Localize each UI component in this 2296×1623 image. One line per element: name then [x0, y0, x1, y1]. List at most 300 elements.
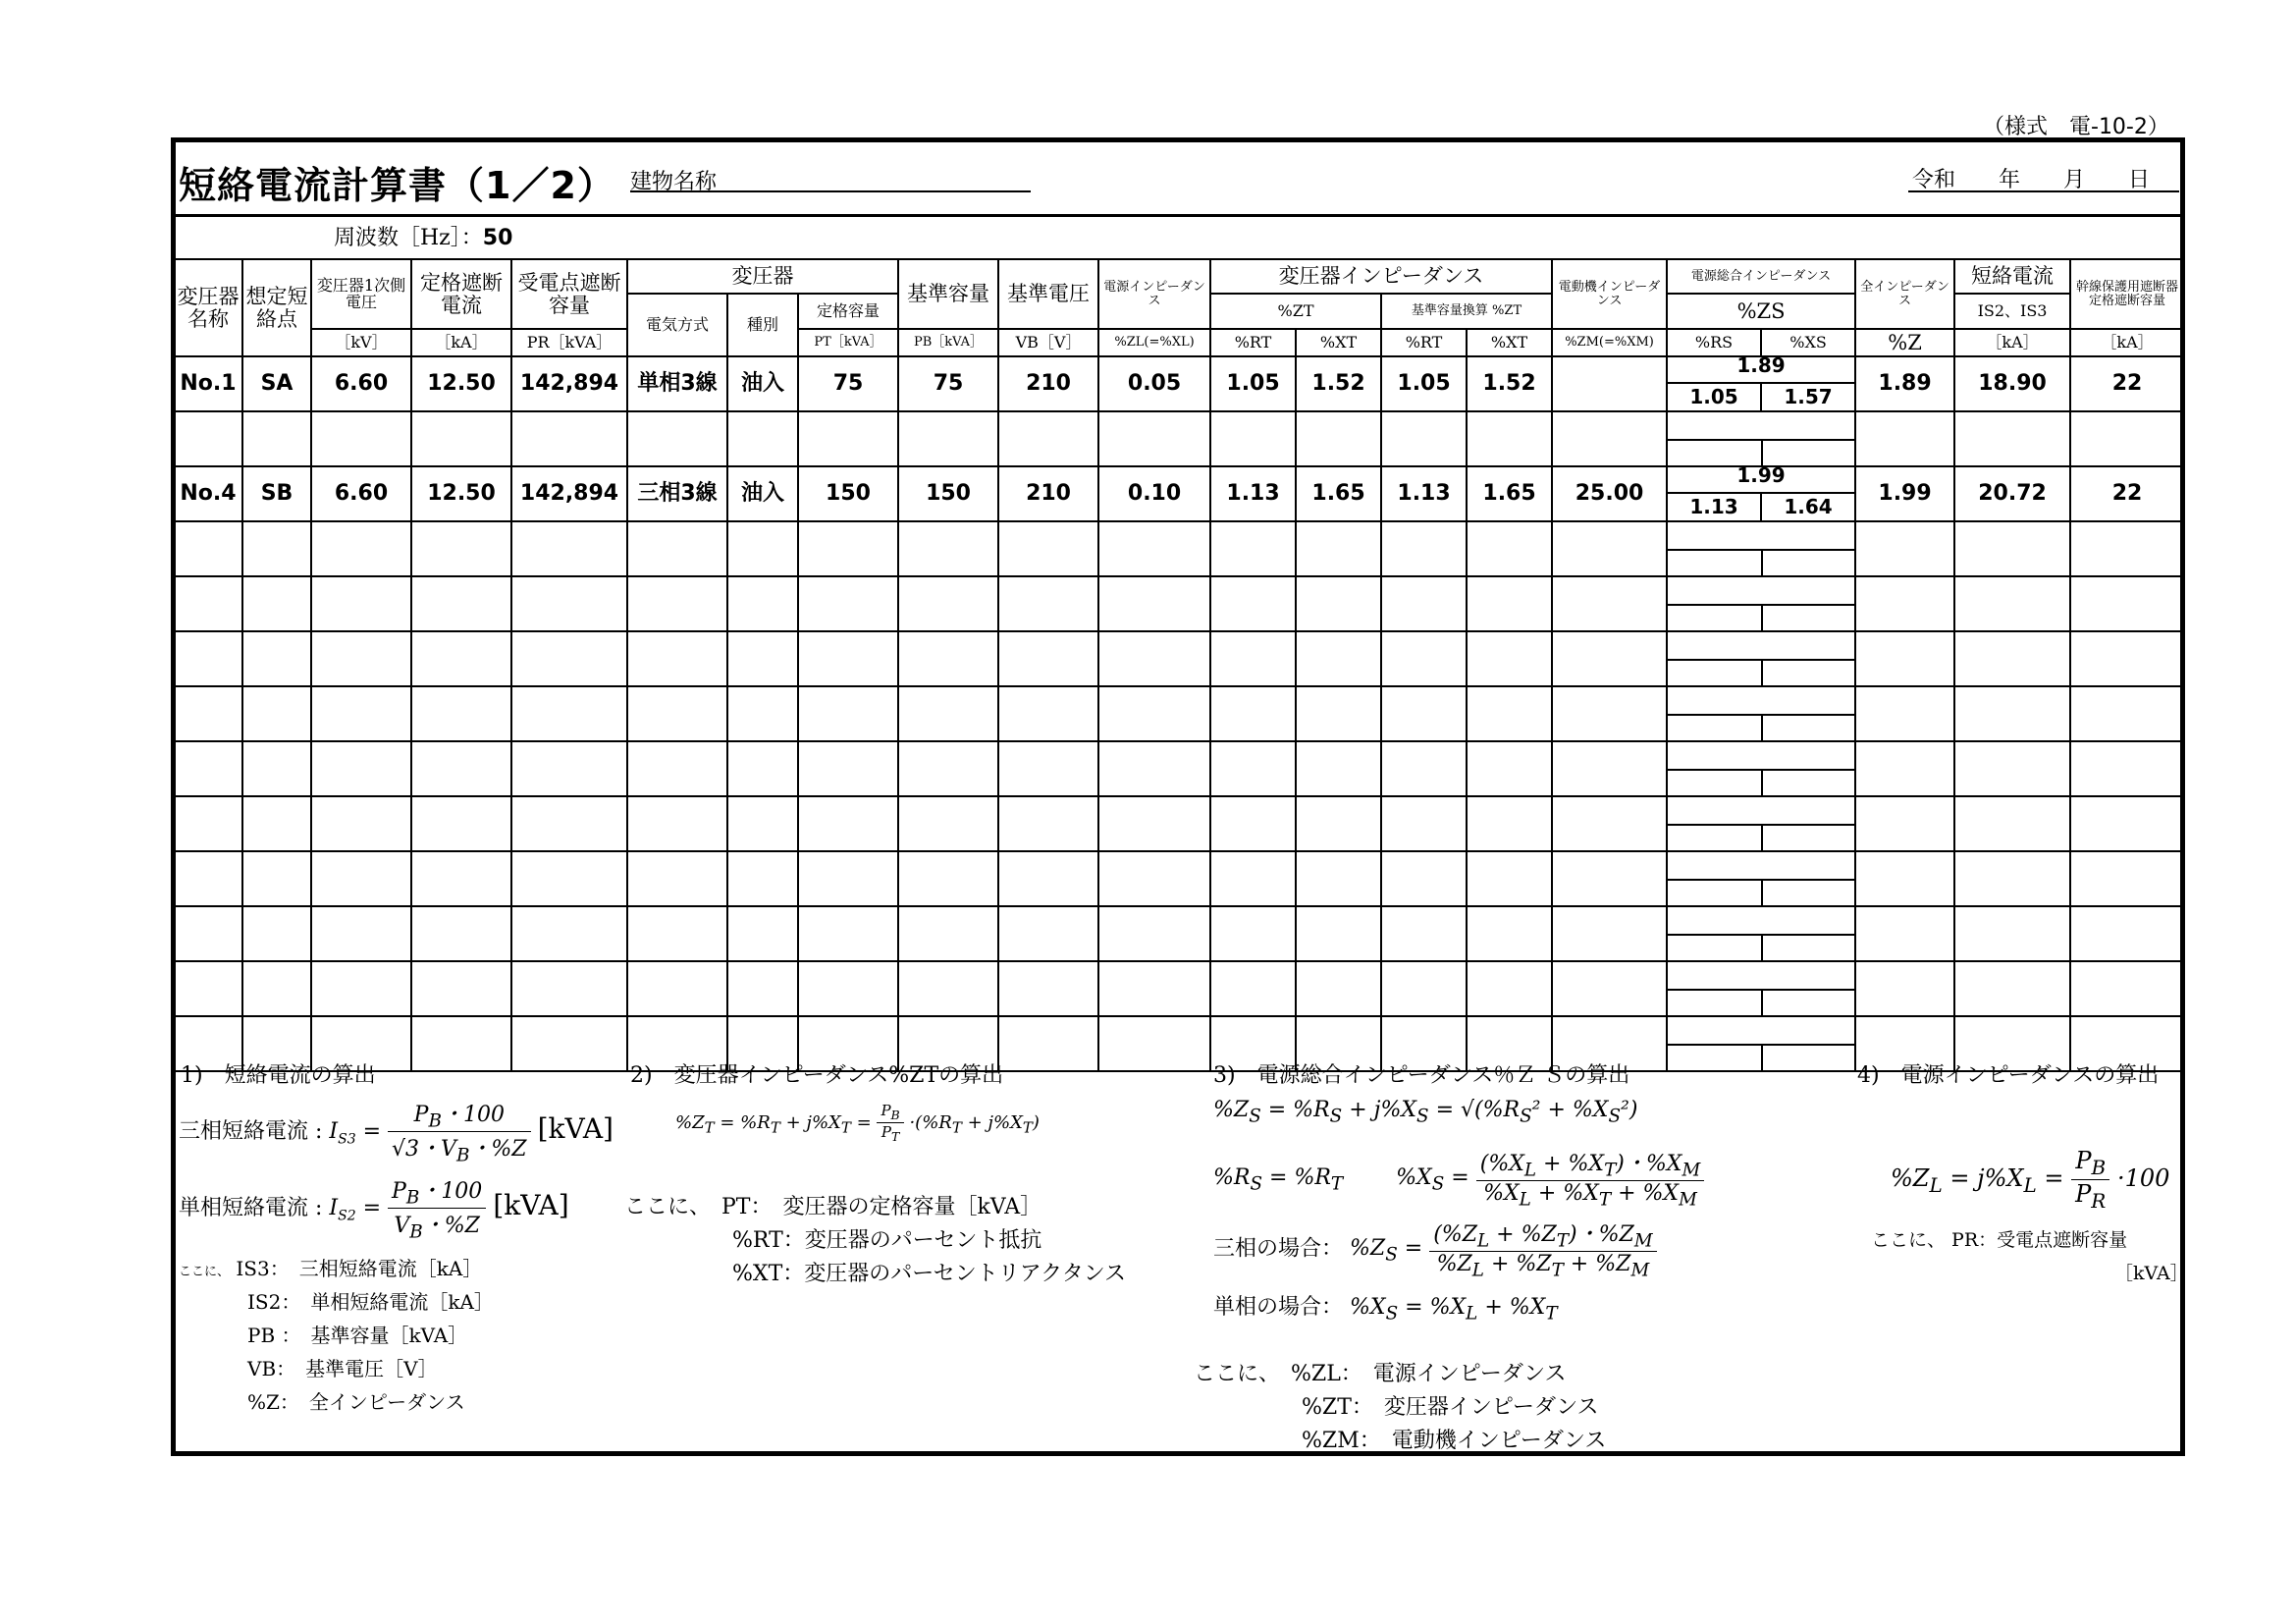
table-cell[interactable] — [174, 411, 242, 466]
table-cell[interactable] — [1210, 576, 1296, 631]
table-cell[interactable] — [1954, 576, 2070, 631]
zs-cell[interactable] — [1667, 576, 1855, 631]
table-cell[interactable] — [1552, 741, 1667, 796]
table-cell[interactable] — [1381, 631, 1467, 686]
table-cell[interactable] — [1552, 576, 1667, 631]
zs-divider — [1761, 714, 1763, 740]
table-cell[interactable] — [411, 906, 511, 961]
hdr-vb: 基準電圧 — [998, 259, 1098, 329]
table-cell[interactable] — [1098, 411, 1210, 466]
table-cell[interactable] — [1296, 961, 1381, 1016]
table-cell[interactable] — [411, 521, 511, 576]
table-cell[interactable] — [1467, 741, 1552, 796]
table-cell[interactable] — [998, 686, 1098, 741]
zs-total: 1.89 — [1736, 356, 1786, 377]
zs-cell[interactable] — [1667, 961, 1855, 1016]
note2-xt: %XT：変圧器のパーセントリアクタンス — [732, 1262, 1127, 1286]
table-cell[interactable] — [511, 796, 627, 851]
note4-pr: ここに、 PR：受電点遮断容量 — [1871, 1229, 2128, 1251]
table-cell[interactable]: No.4 — [174, 466, 242, 521]
zs-cell[interactable] — [1667, 521, 1855, 576]
table-cell[interactable] — [311, 906, 411, 961]
table-cell[interactable] — [1467, 851, 1552, 906]
table-cell[interactable] — [2070, 741, 2184, 796]
table-cell[interactable] — [898, 961, 998, 1016]
table-cell[interactable] — [1210, 686, 1296, 741]
zs-cell[interactable] — [1667, 411, 1855, 466]
zs-cell[interactable] — [1667, 741, 1855, 796]
table-cell[interactable] — [1296, 521, 1381, 576]
table-cell[interactable]: 142,894 — [511, 356, 627, 411]
table-cell[interactable] — [1954, 741, 2070, 796]
table-cell[interactable] — [1855, 741, 1954, 796]
table-cell[interactable] — [1098, 521, 1210, 576]
table-cell[interactable]: 0.10 — [1098, 466, 1210, 521]
zs-cell[interactable] — [1667, 631, 1855, 686]
table-cell[interactable] — [998, 961, 1098, 1016]
table-cell[interactable] — [1381, 411, 1467, 466]
table-cell[interactable] — [174, 576, 242, 631]
table-cell[interactable] — [1954, 851, 2070, 906]
table-cell[interactable] — [1855, 411, 1954, 466]
table-cell[interactable] — [174, 521, 242, 576]
table-cell[interactable] — [511, 686, 627, 741]
formula-zt: $\%Z_T = \%R_T + j\%X_T$ = $\frac{P_B}{P_T}$ $\cdot(\%R_T + j\%X_T)$ — [675, 1102, 1040, 1144]
table-cell[interactable] — [1210, 961, 1296, 1016]
building-name-field[interactable] — [630, 190, 1031, 192]
table-cell[interactable] — [998, 631, 1098, 686]
table-cell[interactable] — [1954, 686, 2070, 741]
table-cell[interactable] — [174, 851, 242, 906]
hdr-rs-xs — [1667, 329, 1855, 356]
table-cell[interactable]: 22 — [2070, 466, 2184, 521]
table-cell[interactable]: 20.72 — [1954, 466, 2070, 521]
table-cell[interactable] — [1296, 906, 1381, 961]
table-cell[interactable]: 142,894 — [511, 466, 627, 521]
table-cell[interactable] — [898, 576, 998, 631]
table-cell[interactable] — [1381, 906, 1467, 961]
table-cell[interactable] — [174, 906, 242, 961]
table-cell[interactable] — [627, 906, 727, 961]
zs-cell[interactable] — [1667, 851, 1855, 906]
table-cell[interactable] — [242, 466, 311, 521]
table-cell[interactable]: 6.60 — [311, 466, 411, 521]
zs-total: 1.99 — [1736, 466, 1786, 487]
table-cell[interactable] — [1467, 906, 1552, 961]
table-cell[interactable] — [898, 851, 998, 906]
table-cell[interactable] — [1552, 906, 1667, 961]
hdr-transformer: 変圧器 — [627, 259, 898, 294]
divider — [173, 214, 2183, 217]
table-cell[interactable] — [2070, 521, 2184, 576]
table-cell[interactable] — [627, 961, 727, 1016]
table-cell[interactable] — [798, 521, 898, 576]
zs-rs: 1.13 — [1668, 494, 1762, 520]
table-cell[interactable] — [311, 796, 411, 851]
table-cell[interactable] — [174, 741, 242, 796]
formula-zl: $\%Z_L = j\%X_L$ = $\frac{P_B}{P_R}$ ·100 — [1891, 1147, 2170, 1213]
table-cell[interactable] — [1552, 851, 1667, 906]
zs-cell[interactable] — [1667, 1016, 1855, 1071]
table-cell[interactable] — [898, 906, 998, 961]
point-label: SA — [260, 371, 294, 397]
table-cell[interactable] — [242, 411, 311, 466]
table-cell[interactable] — [1098, 851, 1210, 906]
hdr-zt-sub: %ZT — [1210, 294, 1381, 329]
hdr-isc-unit: ［kA］ — [1954, 329, 2070, 356]
table-cell[interactable] — [311, 411, 411, 466]
table-cell[interactable] — [998, 521, 1098, 576]
table-cell[interactable] — [1098, 576, 1210, 631]
table-cell[interactable] — [898, 631, 998, 686]
table-cell[interactable] — [1296, 796, 1381, 851]
table-cell[interactable] — [311, 631, 411, 686]
hdr-rs: %RS — [1668, 330, 1762, 355]
table-cell[interactable] — [898, 521, 998, 576]
hdr-zs: 電源総合インピーダンス — [1667, 259, 1855, 294]
table-cell[interactable] — [998, 796, 1098, 851]
table-cell[interactable] — [1296, 851, 1381, 906]
table-cell[interactable] — [311, 741, 411, 796]
table-cell[interactable] — [411, 741, 511, 796]
table-cell[interactable] — [174, 631, 242, 686]
table-cell[interactable]: 150 — [898, 466, 998, 521]
table-cell[interactable] — [1552, 631, 1667, 686]
zs-cell[interactable] — [1667, 906, 1855, 961]
table-cell[interactable] — [311, 686, 411, 741]
table-cell[interactable] — [1467, 686, 1552, 741]
table-cell[interactable] — [1855, 521, 1954, 576]
table-cell[interactable] — [1552, 796, 1667, 851]
table-cell[interactable] — [242, 631, 311, 686]
table-cell[interactable] — [2070, 631, 2184, 686]
table-cell[interactable] — [511, 741, 627, 796]
table-cell[interactable] — [511, 521, 627, 576]
table-cell[interactable] — [1210, 631, 1296, 686]
table-cell[interactable] — [998, 851, 1098, 906]
table-cell[interactable] — [1552, 686, 1667, 741]
note3-title: 3) 電源総合インピーダンス％Ｚ Ｓの算出 — [1213, 1063, 1630, 1088]
hdr-pr-unit: PR［kVA］ — [511, 329, 627, 356]
note3-zm: %ZM： 電動機インピーダンス — [1302, 1429, 1607, 1453]
table-cell[interactable]: 75 — [798, 356, 898, 411]
table-cell[interactable]: 210 — [998, 466, 1098, 521]
table-cell[interactable] — [511, 906, 627, 961]
table-cell[interactable] — [2070, 851, 2184, 906]
table-cell[interactable] — [1098, 961, 1210, 1016]
table-cell[interactable] — [1467, 796, 1552, 851]
table-cell[interactable] — [1855, 961, 1954, 1016]
table-cell[interactable] — [1954, 961, 2070, 1016]
table-cell[interactable] — [1552, 961, 1667, 1016]
table-cell[interactable] — [411, 631, 511, 686]
table-cell[interactable] — [798, 906, 898, 961]
table-cell[interactable] — [1954, 796, 2070, 851]
table-cell[interactable] — [627, 576, 727, 631]
table-cell[interactable] — [1098, 686, 1210, 741]
table-cell[interactable] — [1467, 631, 1552, 686]
table-cell[interactable] — [1855, 576, 1954, 631]
table-cell[interactable]: 25.00 — [1552, 466, 1667, 521]
table-cell[interactable]: 75 — [898, 356, 998, 411]
table-cell[interactable] — [627, 411, 727, 466]
hdr-isc-sub: IS2、IS3 — [1954, 294, 2070, 329]
table-cell[interactable] — [998, 576, 1098, 631]
table-cell[interactable]: 三相3線 — [627, 466, 727, 521]
zs-divider — [1761, 604, 1763, 630]
table-cell[interactable] — [411, 411, 511, 466]
table-cell[interactable] — [798, 411, 898, 466]
table-cell[interactable] — [798, 851, 898, 906]
table-cell[interactable] — [727, 796, 798, 851]
table-cell[interactable] — [798, 631, 898, 686]
table-cell[interactable] — [1098, 1016, 1210, 1071]
table-cell[interactable] — [798, 961, 898, 1016]
zs-divider — [1761, 824, 1763, 850]
frequency: 周波数［Hz］：50 — [334, 226, 513, 250]
table-cell[interactable] — [627, 796, 727, 851]
table-cell[interactable] — [1467, 961, 1552, 1016]
date-underline — [1908, 190, 2179, 192]
table-cell[interactable] — [998, 411, 1098, 466]
table-cell[interactable] — [1552, 521, 1667, 576]
zs-rs: 1.05 — [1668, 384, 1762, 410]
table-row — [174, 961, 2184, 1016]
table-cell[interactable]: 油入 — [727, 356, 798, 411]
zs-split — [1668, 492, 1854, 520]
table-cell[interactable]: 1.99 — [1855, 466, 1954, 521]
table-cell[interactable] — [727, 686, 798, 741]
hdr-ib: 定格遮断電流 — [411, 259, 511, 329]
table-cell[interactable] — [2070, 961, 2184, 1016]
table-cell[interactable] — [1098, 631, 1210, 686]
table-cell[interactable] — [627, 631, 727, 686]
table-cell[interactable]: 単相3線 — [627, 356, 727, 411]
table-cell[interactable] — [2070, 411, 2184, 466]
hdr-zl-unit: %ZL(=%XL) — [1098, 329, 1210, 356]
table-cell[interactable]: 0.05 — [1098, 356, 1210, 411]
table-cell[interactable] — [1381, 686, 1467, 741]
table-cell[interactable] — [242, 521, 311, 576]
table-cell[interactable] — [798, 686, 898, 741]
table-cell[interactable] — [411, 1016, 511, 1071]
table-cell[interactable] — [1855, 796, 1954, 851]
zs-divider — [1761, 989, 1763, 1015]
zs-cell[interactable] — [1667, 796, 1855, 851]
table-cell[interactable] — [627, 741, 727, 796]
table-cell[interactable] — [242, 796, 311, 851]
table-cell[interactable] — [411, 576, 511, 631]
table-cell[interactable] — [727, 961, 798, 1016]
calc-table — [173, 258, 2185, 1072]
table-cell[interactable] — [998, 741, 1098, 796]
table-cell[interactable] — [411, 961, 511, 1016]
table-cell[interactable] — [1210, 521, 1296, 576]
table-cell[interactable] — [242, 741, 311, 796]
hdr-zl: 電源インピーダンス — [1098, 259, 1210, 329]
table-cell[interactable]: 12.50 — [411, 356, 511, 411]
table-cell[interactable] — [411, 851, 511, 906]
table-cell[interactable]: 1.05 — [1210, 356, 1296, 411]
hdr-point: 想定短絡点 — [242, 259, 311, 356]
table-cell[interactable] — [1210, 741, 1296, 796]
table-cell[interactable]: 150 — [798, 466, 898, 521]
table-cell[interactable] — [727, 411, 798, 466]
table-row — [174, 686, 2184, 741]
formula-zs: $\%Z_S = \%R_S + j\%X_S = √(\%R_S^2 + \%X_S^2)$ — [1213, 1098, 1638, 1127]
table-cell[interactable] — [1296, 631, 1381, 686]
table-cell[interactable] — [1210, 411, 1296, 466]
table-cell[interactable]: 1.52 — [1296, 356, 1381, 411]
table-cell[interactable] — [1381, 576, 1467, 631]
table-cell[interactable] — [898, 686, 998, 741]
table-cell[interactable] — [511, 411, 627, 466]
hdr-pb-unit: PB［kVA］ — [898, 329, 998, 356]
table-cell[interactable] — [174, 961, 242, 1016]
table-cell[interactable] — [727, 851, 798, 906]
table-cell[interactable] — [1381, 796, 1467, 851]
table-cell[interactable] — [2070, 686, 2184, 741]
table-cell[interactable] — [1552, 356, 1667, 411]
table-cell[interactable] — [242, 961, 311, 1016]
table-cell[interactable] — [2070, 796, 2184, 851]
table-cell[interactable] — [1467, 576, 1552, 631]
table-cell[interactable]: No.1 — [174, 356, 242, 411]
formula-single-phase: 単相短絡電流 : $I_{S2}$ = $\frac{P_B・100}{V_B・\%Z}$ [kVA] — [179, 1174, 569, 1243]
table-cell[interactable] — [727, 521, 798, 576]
table-cell[interactable]: 1.52 — [1467, 356, 1552, 411]
table-cell[interactable] — [242, 686, 311, 741]
table-cell[interactable] — [727, 576, 798, 631]
table-cell[interactable] — [627, 521, 727, 576]
table-cell[interactable]: 18.90 — [1954, 356, 2070, 411]
table-cell[interactable] — [1467, 411, 1552, 466]
table-cell[interactable] — [1954, 631, 2070, 686]
table-cell[interactable] — [1954, 521, 2070, 576]
table-cell[interactable] — [1210, 906, 1296, 961]
table-cell[interactable] — [1296, 411, 1381, 466]
table-cell[interactable]: 1.05 — [1381, 356, 1467, 411]
table-cell[interactable] — [1210, 851, 1296, 906]
table-cell[interactable] — [1954, 906, 2070, 961]
table-cell[interactable] — [2070, 906, 2184, 961]
table-cell[interactable]: 1.65 — [1467, 466, 1552, 521]
page-title: 短絡電流計算書（1／2） — [179, 164, 615, 207]
table-cell[interactable] — [242, 906, 311, 961]
table-row — [174, 906, 2184, 961]
table-cell[interactable] — [1296, 741, 1381, 796]
zs-xs: 1.64 — [1784, 495, 1833, 518]
table-cell[interactable] — [1855, 631, 1954, 686]
point-label: SB — [260, 481, 294, 507]
table-cell[interactable]: 22 — [2070, 356, 2184, 411]
table-row — [174, 521, 2184, 576]
formula-zs-three: 三相の場合： $\%Z_S$ = $\frac{(\%Z_L + \%Z_T)・\%Z_M}{\%Z_L + \%Z_T + \%Z_M}$ — [1213, 1217, 1657, 1281]
table-cell[interactable] — [411, 796, 511, 851]
table-cell[interactable] — [511, 576, 627, 631]
table-cell[interactable] — [1098, 796, 1210, 851]
hdr-v1-unit: ［kV］ — [311, 329, 411, 356]
table-cell[interactable] — [174, 686, 242, 741]
table-cell[interactable] — [1954, 411, 2070, 466]
table-cell[interactable] — [242, 851, 311, 906]
table-cell[interactable] — [1296, 576, 1381, 631]
zs-divider — [1761, 659, 1763, 685]
table-cell[interactable] — [1855, 906, 1954, 961]
date-label: 令和 年 月 日 — [1912, 168, 2151, 192]
table-cell[interactable] — [1381, 961, 1467, 1016]
table-cell[interactable] — [511, 851, 627, 906]
table-cell[interactable] — [727, 631, 798, 686]
table-cell[interactable] — [242, 356, 311, 411]
table-cell[interactable] — [1855, 851, 1954, 906]
table-cell[interactable] — [1381, 851, 1467, 906]
table-cell[interactable]: 12.50 — [411, 466, 511, 521]
table-cell[interactable] — [1467, 521, 1552, 576]
table-cell[interactable] — [727, 741, 798, 796]
table-cell[interactable]: 油入 — [727, 466, 798, 521]
table-cell[interactable] — [898, 741, 998, 796]
table-cell[interactable] — [511, 961, 627, 1016]
table-cell[interactable] — [798, 796, 898, 851]
table-cell[interactable] — [898, 411, 998, 466]
table-cell[interactable] — [1552, 411, 1667, 466]
table-cell[interactable] — [998, 1016, 1098, 1071]
table-cell[interactable] — [311, 851, 411, 906]
table-cell[interactable]: 1.65 — [1296, 466, 1381, 521]
table-cell[interactable] — [311, 576, 411, 631]
hdr-xs: %XS — [1789, 333, 1827, 352]
table-cell[interactable] — [311, 961, 411, 1016]
hdr-trunk: 幹線保護用遮断器定格遮断容量 — [2070, 259, 2184, 329]
table-cell[interactable] — [727, 906, 798, 961]
table-cell[interactable]: 1.89 — [1855, 356, 1954, 411]
zs-cell[interactable] — [1667, 356, 1855, 411]
zs-cell[interactable] — [1667, 466, 1855, 521]
zs-divider — [1761, 549, 1763, 575]
table-row — [174, 576, 2184, 631]
table-cell[interactable] — [511, 1016, 627, 1071]
table-cell[interactable]: 1.13 — [1381, 466, 1467, 521]
table-cell[interactable] — [998, 906, 1098, 961]
table-cell[interactable] — [627, 686, 727, 741]
table-cell[interactable] — [1098, 741, 1210, 796]
table-cell[interactable] — [1381, 741, 1467, 796]
table-cell[interactable] — [511, 631, 627, 686]
table-cell[interactable] — [898, 796, 998, 851]
table-cell[interactable]: 210 — [998, 356, 1098, 411]
table-cell[interactable] — [1098, 906, 1210, 961]
table-cell[interactable] — [1855, 686, 1954, 741]
table-cell[interactable] — [798, 576, 898, 631]
table-cell[interactable] — [242, 576, 311, 631]
table-cell[interactable] — [627, 851, 727, 906]
table-cell[interactable] — [798, 741, 898, 796]
note2-pt: ここに、 PT： 変圧器の定格容量［kVA］ — [624, 1195, 1042, 1219]
table-cell[interactable] — [1296, 686, 1381, 741]
zs-cell[interactable] — [1667, 686, 1855, 741]
table-cell[interactable] — [2070, 576, 2184, 631]
note2-rt: %RT：変圧器のパーセント抵抗 — [732, 1228, 1042, 1253]
table-cell[interactable] — [1381, 521, 1467, 576]
table-cell[interactable]: 6.60 — [311, 356, 411, 411]
table-cell[interactable]: 1.13 — [1210, 466, 1296, 521]
table-cell[interactable] — [411, 686, 511, 741]
hdr-zt-conv: 基準容量換算 %ZT — [1381, 294, 1552, 329]
table-cell[interactable] — [174, 796, 242, 851]
table-cell[interactable] — [1210, 796, 1296, 851]
table-cell[interactable] — [311, 521, 411, 576]
